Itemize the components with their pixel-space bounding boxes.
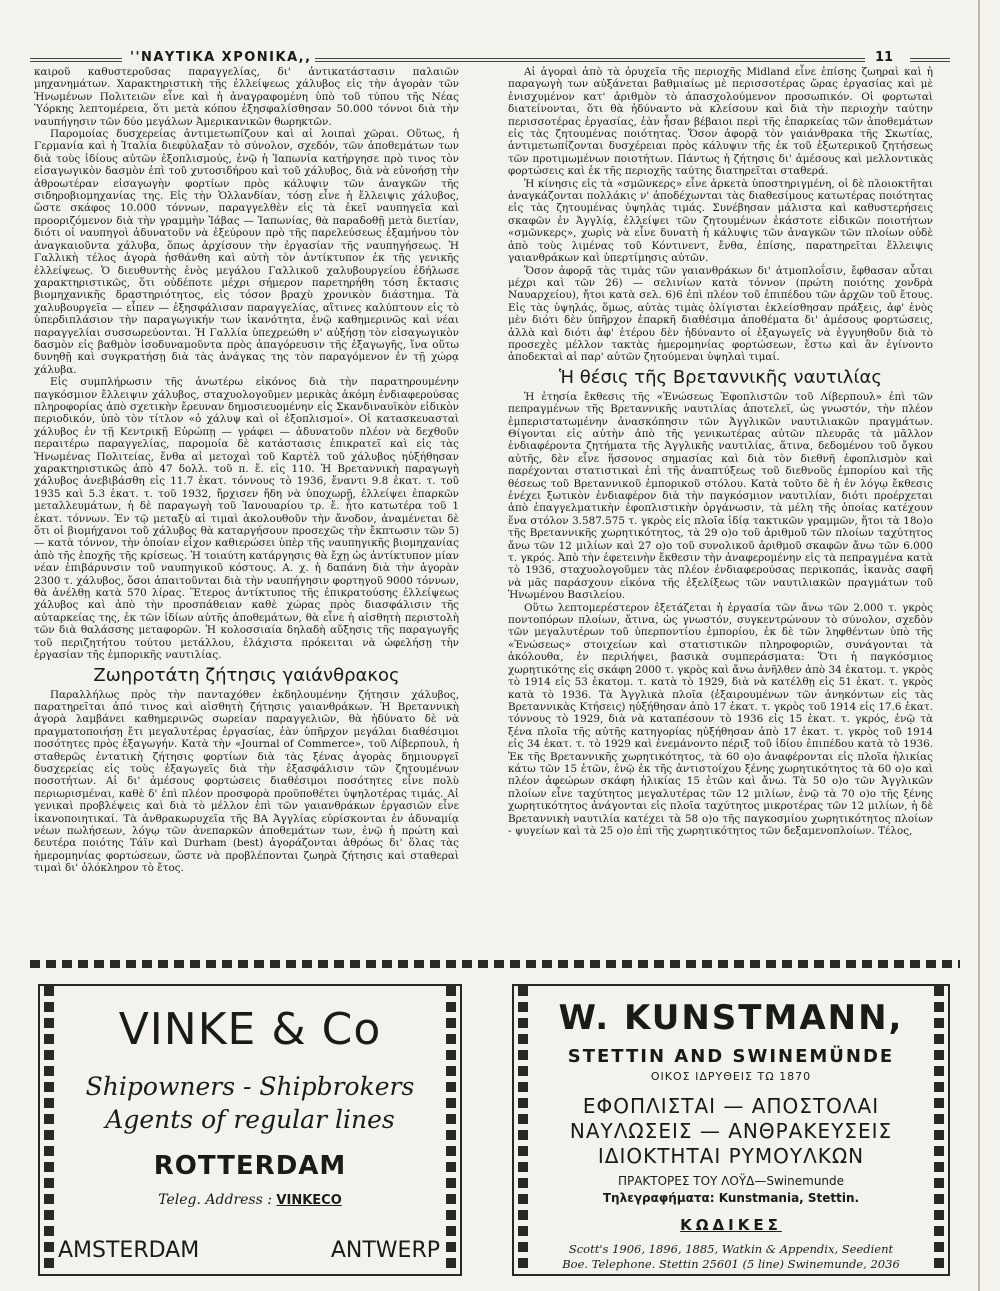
article-paragraph: Παραλλήλως πρὸς τὴν πανταχόθεν ἐκδηλουμένην ζήτησιν χάλυβος, παρατηρεῖται ἀπό τινος καὶ αἰσθητὴ ζήτησις γαιανθράκων. Ἡ Βρεταννικὴ ἀγορὰ λαμβάνει καθημερινῶς σωρείαν παραγγελιῶν, θὰ ἠδύνατο δὲ νὰ πραγματοποιήσῃ ἔτι μεγαλυτέρας ἐργασίας, ἐὰν ὑπῆρχον μεγάλαι διαθέσιμοι ποσότητες πρὸς ἐξαγωγήν. Κατὰ τὴν «Journal of Commerce», τοῦ Λίβερπουλ, ἡ σταθερῶς ἐντατικὴ ζήτησις φορτίων διὰ τὰς ξένας ἀγορὰς δημιουργεῖ δυσχερείας εἰς τοὺς ἐξαγωγεῖς διὰ τὴν ἐξασφάλισιν τῶν ζητουμένων ποσοτήτων. Αἱ δι' ἀμέσους φορτώσεις διαθέσιμοι ποσότητες εἶνε πολὺ περιωρισμέναι, καθὲ δ' ἐπὶ πλέον προσφορὰ προϋποθέτει ὑψηλοτέρας τιμάς. Αἱ γενικαὶ προβλέψεις καὶ διὰ τὸ μέλλον ἐπὶ τῶν γαιανθράκων ἐργασιῶν εἶνε ἱκανοποιητικαί. Τὰ ἀνθρακωρυχεῖα τῆς ΒΑ Ἀγγλίας εὑρίσκονται ἐν ἀδυναμίᾳ νέων πωλήσεων, λόγῳ τῶν ἀνεπαρκῶν ἀποθεμάτων των, ἐνῷ ἡ πρώτη καὶ δευτέρα ποιότης Τάϊν καὶ Durham (best) ἀγοράζονται ἀθρόως δι' ὅλας τὰς ἡμερομηνίας φορτώσεων, ὥστε νὰ προβλέπονται ζωηρὰ ζήτησις καὶ σταθεραὶ τιμαὶ δι' ὁλόκληρον τὸ ἔτος.: [34, 688, 459, 875]
kunstmann-founded: ΟΙΚΟΣ ΙΔΡΥΘΕΙΣ ΤΩ 1870: [650, 1070, 812, 1083]
article-paragraph: Ἡ ἐτησία ἔκθεσις τῆς «Ἑνώσεως Ἐφοπλιστῶν τοῦ Λίβερπουλ» ἐπὶ τῶν πεπραγμένων τῆς Βρεταννικῆς ναυτιλίας ἀποτελεῖ, ὡς γνωστόν, τὴν πλέον ἐμπεριστατωμένην ἀνασκόπησιν τῶν Ἀγγλικῶν ναυτιλιακῶν πραγμάτων. Θίγονται εἰς αὐτὴν ἀπὸ τῆς γενικωτέρας αὐτῶν πλευρᾶς τὰ μᾶλλον ἐνδιαφέροντα ζητήματα τῆς Ἀγγλικῆς ναυτιλίας, ἅτινα, δεδομένου τοῦ ὄγκου αὐτῆς, δὲν εἶνε ἥσσονος σημασίας καὶ διὰ τὸν διεθνῆ ἐφοπλισμὸν καὶ παρέχονται στατιστικαὶ ἐπὶ τῆς ἀναπτύξεως τοῦ διεθνοῦς ἐμπορίου καὶ τῆς θέσεως τοῦ Βρεταννικοῦ ἐμπορικοῦ στόλου. Κατὰ τοῦτο δὲ ἡ ἐν λόγῳ ἔκθεσις ἐνέχει ξωτικὸν ἐνδιαφέρον διὰ τὴν παγκόσμιον ναυτιλίαν, διότι προέρχεται ἀπὸ ἐπαγγελματικὴν ἐφοπλιστικὴν ὀργάνωσιν, τὰ μέλη τῆς ὁποίας κατέχουν ἕνα στόλον 3.587.575 τ. γκρὸς εἰς πλοῖα ἰδίᾳ τακτικῶν γραμμῶν, ἤτοι τὰ 18ο)ο τῆς Βρεταννικῆς χωρητικότητος, τὰ 29 ο)ο τοῦ ἀριθμοῦ τῶν πλοίων ταχύτητος ἄνω τῶν 12 μιλίων καὶ 27 ο)ο τοῦ συνολικοῦ ἀριθμοῦ σκαφῶν ἄνω τῶν 6.000 τ. γκρός. Ἀπὸ τὴν ἐφετεινὴν ἔκθεσιν τὴν ἀναφερομένην εἰς τὰ πεπραγμένα κατὰ τὸ 1936, σταχυολογοῦμεν τὰς πλέον ἐνδιαφερούσας περικοπάς, ἱκανὰς σαφῆ νὰ μᾶς παράσχουν εἰκόνα τῆς ἐξελίξεως τῶν ναυτιλιακῶν πραγμάτων τοῦ Ἡνωμένου Βασιλείου.: [508, 390, 933, 602]
advertisement-divider: [30, 960, 960, 968]
article-paragraph: Ὅσον ἀφορᾷ τὰς τιμὰς τῶν γαιανθράκων δι' ἀτμοπλοΐσιν, ἔφθασαν αὗται μέχρι καὶ τῶν 26) — σελινίων κατὰ τόννον (πρώτη ποιότης χονδρὰ Ναυαρχείου), ἤτοι κατὰ σελ. 6)6 ἐπὶ πλέον τοῦ ἐπιπέδου τῶν ἀρχῶν τοῦ ἔτους. Εἰς τὰς ὑψηλάς, ὅμως, αὐτὰς τιμὰς ὀλίγισται ἐκλείσθησαν πράξεις, ἀφ' ἑνὸς μὲν διότι δὲν ὑπῆρχον ἐπαρκῆ διαθέσιμα ἀποθέματα δι' ἀμέσους φορτώσεις, ἀλλὰ καὶ διότι ἀφ' ἑτέρου δὲν ἠδύναντο οἱ ἐξαγωγεῖς νὰ ἐγγυηθοῦν διὰ τὸ προσεχὲς μέλλον τακτὰς ἡμερομηνίας φορτώσεων, ἔστω καὶ ἂν ἐγίνοντο ἀποδεκταὶ αἱ παρ' αὐτῶν ζητούμεναι ὑψηλαὶ τιμαί.: [508, 264, 933, 364]
header-rule-end: [910, 58, 950, 62]
page-edge-shadow: [978, 0, 980, 1291]
kunstmann-telephone: Boe. Telephone. Stettin 25601 (5 line) Swinemunde, 2036: [562, 1257, 900, 1271]
publication-title: ''ΝΑΥΤΙΚΑ ΧΡΟΝΙΚΑ,,: [130, 50, 312, 65]
kunstmann-agents: ΠΡΑΚΤΟΡΕΣ ΤΟΥ ΛΟΫΔ—Swinemunde: [617, 1174, 845, 1188]
section-heading-british-shipping: Ἡ θέσις τῆς Βρεταννικῆς ναυτιλίας: [559, 366, 882, 388]
vinke-teleg-code: VINKECO: [276, 1193, 342, 1208]
kunstmann-services-2: ΝΑΥΛΩΣΕΙΣ — ΑΝΘΡΑΚΕΥΣΕΙΣ: [569, 1119, 893, 1143]
vinke-company-name: VINKE & Co: [118, 1004, 382, 1055]
right-column: [508, 66, 933, 966]
article-paragraph: Παρομοίας δυσχερείας ἀντιμετωπίζουν καὶ αἱ λοιπαὶ χῶραι. Οὕτως, ἡ Γερμανία καὶ ἡ Ἰταλία διεφύλαξαν τὸ σύνολον, σχεδόν, τῶν ἀποθεμάτων των διὰ τοὺς ἰδίους αὐτῶν ἐξοπλισμούς, ἐνῷ ἡ Ἰαπωνία κατήργησε πρὸ τινος τὸν εἰσαγωγικὸν δασμὸν ἐπὶ τοῦ χυτοσιδήρου καὶ τοῦ χάλυβος, διὰ νὰ εὐνοήσῃ τὴν ἀθροωτέραν εἰσαγωγὴν φορτίων πρὸς κάλυψιν τῶν ἀναγκῶν τῆς σιδηροβιομηχανίας της. Εἰς τὴν Ὁλλανδίαν, τόσῃ εἶνε ἡ ἔλλειψις χάλυβος, ὥστε σκάφος 10.000 τόννων, παραγγελθὲν εἰς τὰ ἐκεῖ ναυπηγεῖα καὶ προοριζόμενον διὰ τὴν γραμμὴν Ἰάβας — Ἰαπωνίας, θὰ παραδοθῇ μετὰ διετίαν, διότι οἱ ναυπηγοὶ ἀδυνατοῦν νὰ ἐξεύρουν πρὸ τῆς παρελεύσεως ἑξαμήνου τὸν ἀναγκαιοῦντα χάλυβα, ὅπως ἀρχίσουν τὴν ἐργασίαν τῆς ναυπηγήσεως. Ἡ Γαλλικὴ τέλος ἀγορὰ ἠσθάνθη καὶ αὐτὴ τὸν ἀντίκτυπον ἐκ τῆς γενικῆς ἐλλείψεως. Ὁ διευθυντὴς ἑνὸς μεγάλου Γαλλικοῦ χαλυβουργείου ἐδήλωσε χαρακτηριστικῶς, ὅτι οὐδέποτε μέχρι σήμερον παρετηρήθη τόση ἔκτασις βιομηχανικῆς δραστηριότητος, εἰς τόσον βραχὺ χρονικὸν διάστημα. Τὰ χαλυβουργεῖα — εἶπεν — ἐξησφάλισαν παραγγελίας, αἵτινες καλύπτουν εἰς τὸ ὑπερδιπλάσιον τὴν παραγωγικήν των ἱκανότητα, ἐνῷ καθημερινῶς καὶ νέαι παραγγελίαι συσσωρεύονται. Ἡ Γαλλία ὑπεχρεώθη ν' αὐξήσῃ τὸν εἰσαγωγικὸν δασμὸν εἰς βαθμὸν ἰσοδυναμοῦντα πρὸς ἀπαγόρευσιν τῆς ἐξαγωγῆς, ἵνα οὕτω δυνηθῇ καὶ συγκρατήσῃ διὰ τὰς ἀνάγκας της τὸν παραγόμενον ἐν τῇ χώρᾳ χάλυβα.: [34, 128, 459, 376]
kunstmann-advertisement: [512, 984, 950, 1276]
vinke-branch-amsterdam: AMSTERDAM: [58, 1238, 200, 1263]
article-paragraph: καιροῦ καθυστεροῦσας παραγγελίας, δι' ἀντικατάστασιν παλαιῶν μηχανημάτων. Χαρακτηριστικὴ τῆς ἐλλείψεως χάλυβος εἰς τὴν ἀγορὰν τῶν Ἡνωμένων Πολιτειῶν εἶνε καὶ ἡ ἀναγραφομένη ὑπὸ τοῦ τύπου τῆς Νέας Ὑόρκης λεπτομέρεια, ὅτι μετὰ κόπου ἐξησφαλίσθησαν 50.000 τόννοι διὰ τὴν ναυπήγησιν τῶν δύο μεγάλων Ἀμερικανικῶν θωρηκτῶν.: [34, 66, 459, 128]
vinke-city: ROTTERDAM: [153, 1151, 347, 1181]
article-paragraph: Ἡ κίνησις εἰς τὰ «σμῶνκερς» εἶνε ἀρκετὰ ὑποστηριγμένη, οἱ δὲ πλοιοκτῆται ἀναγκάζονται πολλάκις ν' ἀποδέχωνται τὰς διαθεσίμους κατωτέρας ποιότητας εἰς τὰς ζητουμένας ὑψηλὰς τιμάς. Συνέβησαν μάλιστα καὶ καθυστερήσεις σκαφῶν ἐν Ἀγγλίᾳ, ἐλλείψει τῶν ζητουμένων ἑκάστοτε εἰδικῶν ποιοτήτων «σμῶνκερς», χωρὶς νὰ εἶνε δυνατὴ ἡ κάλυψις τῶν ἀναγκῶν τῶν πλοίων οὐδὲ ἀπὸ τοὺς λιμένας τοῦ Κόντινεντ, ἔνθα, ἐπίσης, παρατηρεῖται ἔλλειψις γαιανθράκων καὶ ὑπερτίμησις αὐτῶν.: [508, 177, 933, 265]
article-paragraph: Οὕτω λεπτομερέστερον ἐξετάζεται ἡ ἐργασία τῶν ἄνω τῶν 2.000 τ. γκρὸς ποντοπόρων πλοίων, ἅτινα, ὡς γνωστόν, συγκεντρώνουν τὸ σύνολον, σχεδὸν τῶν μεγαλυτέρων τοῦ ὑπερποντίου ἐμπορίου, ἐκ δὲ τῶν ληφθέντων ὑπὸ τῆς «Ἑνώσεως» στοιχείων καὶ στατιστικῶν πληροφοριῶν, συνάγονται τὰ ἀκόλουθα, ἐν περιλήψει, βασικὰ συμπεράσματα: Ὅτι ἡ παγκόσμιος χωρητικότης εἰς σκάφη 2000 τ. γκρὸς καὶ ἄνω ἀνῆλθεν ἀπὸ 34 ἑκατομ. τ. γκρὸς τὸ 1914 εἰς 53 ἑκατομ. τ. κατὰ τὸ 1929, διὰ νὰ κατέλθῃ εἰς 51 ἑκατ. τ. γκρὸς κατὰ τὸ 1936. Τὰ Ἀγγλικὰ πλοῖα (ἐξαιρουμένων τῶν ἀνηκόντων εἰς τὰς Βρεταννικὰς Κτήσεις) ηὐξήθησαν ἀπὸ 17 ἑκατ. τ. γκρὸς τοῦ 1914 εἰς 17.6 ἑκατ. τόννους τὸ 1929, διὰ νὰ καταπέσουν τὸ 1936 εἰς 15 ἑκατ. τ. γκρός, ἐνῷ τὰ ξένα πλοῖα τῆς αὐτῆς κατηγορίας ηὐξήθησαν ἀπὸ 17 ἑκατ. τ. γκρὸς τοῦ 1914 εἰς 34 ἑκατ. τ. τὸ 1929 καὶ ἐνεμάνοντο πέριξ τοῦ ἰδίου ἐπιπέδου κατὰ τὸ 1936. Ἐκ τῆς Βρεταννικῆς χωρητικότητος, τὰ 60 ο)ο ἀναφέρονται εἰς πλοῖα ἡλικίας κάτω τῶν 15 ἐτῶν, ἐνῷ ἐκ τῆς ἀντιστοίχου ξένης χωρητικότητος τὰ 60 ο)ο καὶ πλέον ἀφεώρων σκάφη ἡλικίας 15 ἐτῶν καὶ ἄνω. Τὰ 50 ο)ο τῶν Ἀγγλικῶν πλοίων εἶνε ταχύτητος μεγαλυτέρας τῶν 12 μιλίων, ἐνῷ τὰ 70 ο)ο τῆς ξένης χωρητικότητος ἀνάγονται εἰς πλοῖα ταχύτητος μικροτέρας τῶν 12 μιλίων, ἡ δὲ Βρεταννικὴ ναυτιλία κατέχει τὰ 58 ο)ο τῆς παγκοσμίου χωρητικότητος πλοίων - ψυγείων καὶ τὰ 25 ο)ο ἐπὶ τῆς χωρητικότητος τῶν δεξαμενοπλοίων. Τέλος,: [508, 601, 933, 837]
article-paragraph: Αἱ ἀγοραὶ ἀπὸ τὰ ὀρυχεῖα τῆς περιοχῆς Midland εἶνε ἐπίσης ζωηραὶ καὶ ἡ παραγωγὴ των αὐξάνεται βαθμιαίως μὲ περισσοτέρας ὥρας ἐργασίας καὶ μὲ ἐνισχυμένον κατ' ἀριθμὸν τὸ ἀπασχολούμενον προσωπικόν. Οἱ φορτωταὶ διατείνονται, ὅτι θὰ ἠδύναντο νὰ κλείσουν καὶ διὰ τὴν περιοχὴν ταύτην περισσοτέρας ἐργασίας, ἐὰν ἦσαν βέβαιοι περὶ τῆς ἐπαρκείας τῶν ἀποθεμάτων εἰς τὰς ζητουμένας ποιότητας. Ὅσον ἀφορᾷ τὸν γαιάνθρακα τῆς Σκωτίας, ἀντιμετωπίζονται δυσχέρειαι πρὸς κάλυψιν τῆς ἐκ τοῦ ἐξωτερικοῦ ζητήσεως τῶν προτιμωμένων ποιοτήτων. Πάντως ἡ ζήτησις δι' ἀμέσους καὶ μελλοντικὰς φορτώσεις καὶ ἐκ τῆς περιοχῆς ταύτης διατηρεῖται σταθερά.: [508, 66, 933, 178]
vinke-branch-antwerp: ANTWERP: [330, 1238, 440, 1263]
vinke-teleg-label: Teleg. Address :: [158, 1192, 272, 1208]
page-number: 11: [875, 50, 894, 65]
vinke-tagline-shipowners: Shipowners - Shipbrokers: [85, 1072, 415, 1101]
vinke-advertisement: [38, 984, 462, 1276]
header-rule-left: [30, 58, 122, 62]
left-column: [34, 66, 459, 966]
kunstmann-services-3: ΙΔΙΟΚΤΗΤΑΙ ΡΥΜΟΥΛΚΩΝ: [597, 1144, 865, 1168]
header-rule-right: [315, 58, 865, 62]
vinke-telegraph-address: [40, 1192, 460, 1208]
kunstmann-codes-list: Scott's 1906, 1896, 1885, Watkin & Appendix, Seedient: [568, 1242, 894, 1256]
kunstmann-telegrams: Τηλεγραφήματα: Kunstmania, Stettin.: [602, 1191, 860, 1205]
vinke-tagline-agents: Agents of regular lines: [105, 1105, 395, 1134]
kunstmann-services-1: ΕΦΟΠΛΙΣΤΑΙ — ΑΠΟΣΤΟΛΑΙ: [582, 1094, 880, 1118]
kunstmann-codes-heading: ΚΩΔΙΚΕΣ: [680, 1216, 782, 1234]
kunstmann-locations: STETTIN AND SWINEMÜNDE: [567, 1046, 895, 1067]
section-heading-coal: Ζωηροτάτη ζήτησις γαιάνθρακος: [93, 664, 400, 686]
kunstmann-company-name: W. KUNSTMANN,: [558, 998, 904, 1038]
article-paragraph: Εἰς συμπλήρωσιν τῆς ἀνωτέρω εἰκόνος διὰ τὴν παρατηρουμένην παγκόσμιον ἔλλειψιν χάλυβος, σταχυολογοῦμεν μερικὰς ἀκόμη ἐνδιαφερούσας πληροφορίας ἀπὸ σχετικὴν ἔρευναν δημοσιευομένην εἰς Σκανδιναυϊκὸν εἰδικὸν περιοδικόν, ὑπὸ τὸν τίτλον «ὁ χάλυψ καὶ οἱ ἐξοπλισμοί». Οἱ κατασκευασταὶ χάλυβος ἐν τῇ Κεντρικῇ Εὐρώπῃ — γράφει — ἀδυνατοῦν πλέον νὰ δεχθοῦν περαιτέρω παραγγελίας, παρομοία δὲ κατάστασις ἐπικρατεῖ καὶ εἰς τὰς Ἡνωμένας Πολιτείας, ἔνθα αἱ μετοχαὶ τοῦ Καρτὲλ τοῦ χάλυβος ηὐξήθησαν χαρακτηριστικῶς ἀπὸ 47 δολλ. τοῦ π. ἔ. εἰς 110. Ἡ Βρεταννικὴ παραγωγὴ χάλυβος ἀνεβιβάσθη εἰς 11.7 ἑκατ. τόννους τὸ 1936, ἔναντι 9.8 ἑκατ. τ. τοῦ 1935 καὶ 5.3 ἑκατ. τ. τοῦ 1932, ἤρχισεν ἤδη νὰ ὑποχωρῇ, ἐλλείψει ἐπαρκῶν μεταλλευμάτων, ἡ δὲ παραγωγὴ τοῦ Ἰανουαρίου τρ. ἔ. ἦτο κατωτέρα τοῦ 1 ἑκατ. τόννων. Ἐν τῷ μεταξὺ αἱ τιμαὶ ἀκολουθοῦν τὴν ἄνοδον, ἀναμένεται δὲ ὅτι οἱ βιομήχανοι τοῦ χάλυβος θὰ καταργήσουν προσεχῶς τὴν ἔκπτωσιν τῶν 5) — κατὰ τόννον, τὴν ὁποίαν εἶχον καθιερώσει ὑπὲρ τῆς ναυπηγικῆς βιομηχανίας ἀπὸ τῆς ἐποχῆς τῆς κρίσεως. Ἡ τοιαύτη κατάργησις θὰ ἔχῃ ὡς ἀντίκτυπον μίαν νέαν ἐπιβάρυνσιν τοῦ ναυπηγικοῦ κόστους. Α. χ. ἡ δαπάνη διὰ τὴν ἀγορὰν 2300 τ. χάλυβος, ὅσοι ἀπαιτοῦνται διὰ τὴν ναυπήγησιν φορτηγοῦ 9000 τόννων, θὰ ἀνέλθῃ κατὰ 570 λίρας. Ἕτερος ἀντίκτυπος τῆς ἐπικρατούσης ἐλλείψεως χάλυβος καὶ ἀπὸ τὴν προσπάθειαν καθὲ χώρας πρὸς διασφάλισιν τῆς αὐταρκείας της, ἐκ τῶν ἰδίων αὐτῆς ἀποθεμάτων, θὰ εἶνε ἡ αἰσθητὴ περιστολὴ τῶν διὰ θαλάσσης μεταφορῶν. Ἡ κολοσσιαία δηλαδὴ αὔξησις τῆς παραγωγῆς τοῦ περιζητήτου τούτου μετάλλου, ἐλάχιστα πρόκειται νὰ ὠφελήσῃ τὴν ἐργασίαν τῆς ἐμπορικῆς ναυτιλίας.: [34, 376, 459, 662]
